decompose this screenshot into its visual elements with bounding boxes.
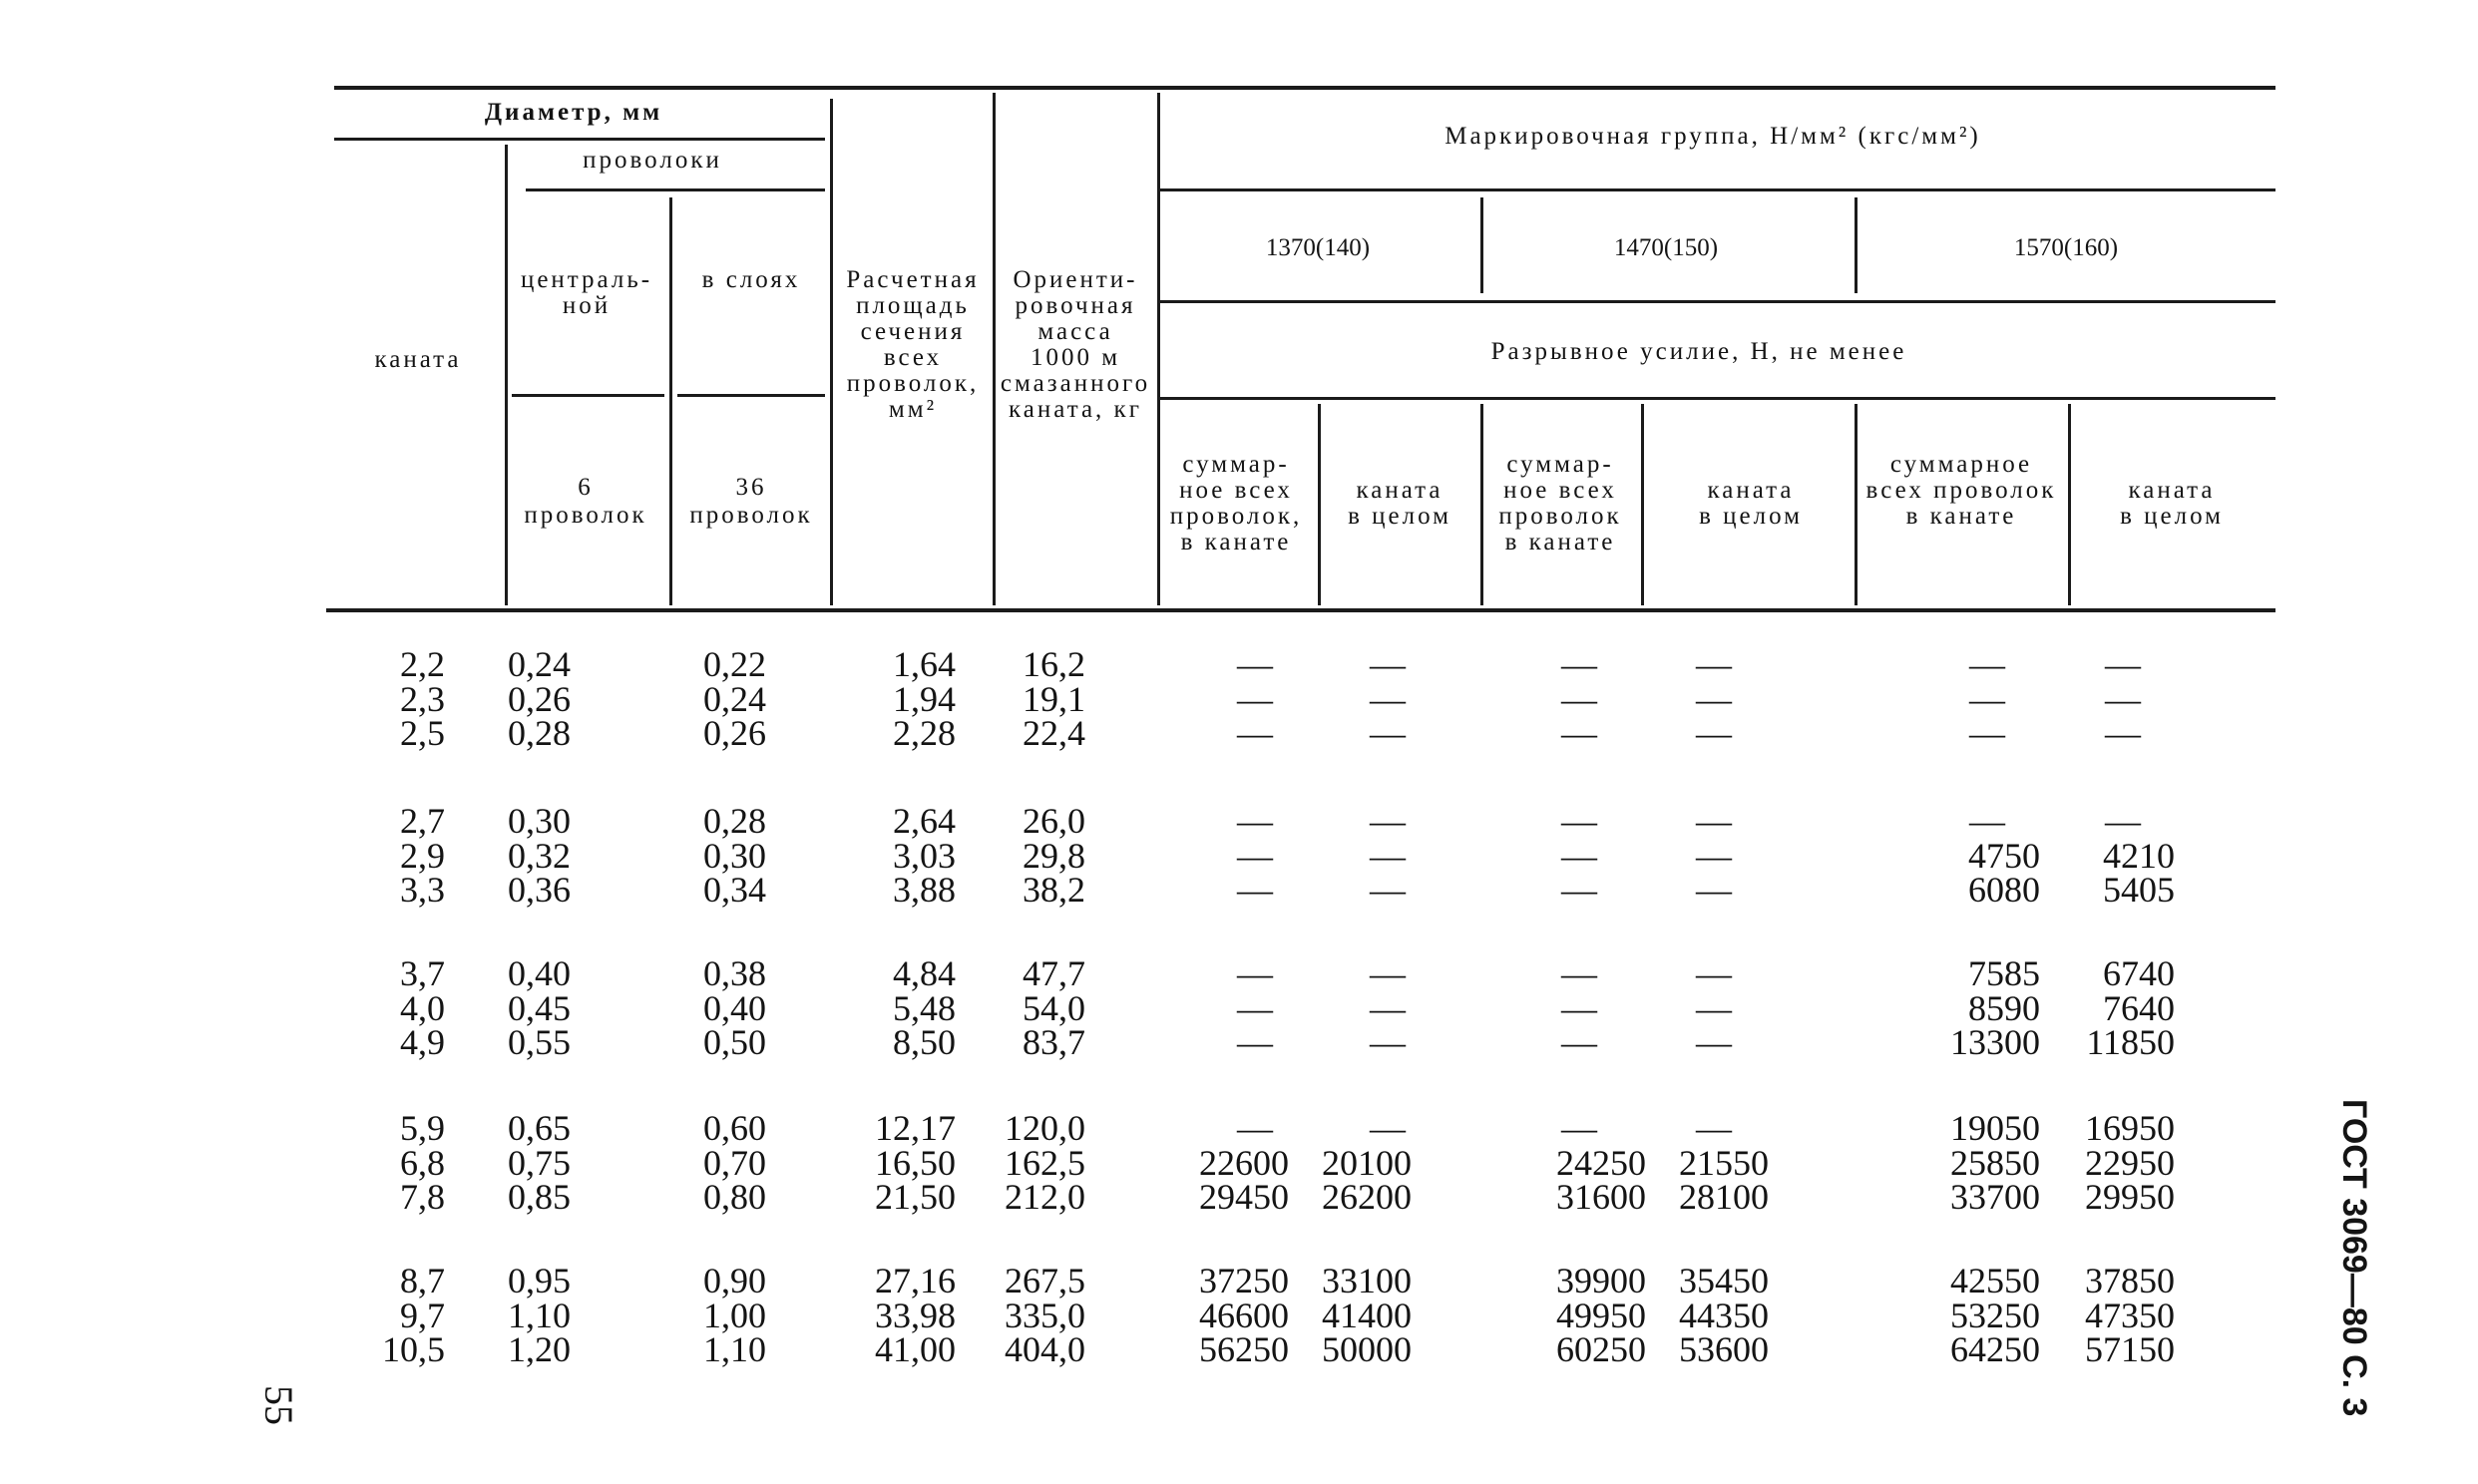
force-1470-rope-cell: — [1696,953,1732,993]
force-1570-rope-cell: 57150 [2085,1329,2175,1370]
layer-wire-cell: 0,30 [703,835,766,876]
layer-wire-cell: 0,22 [703,644,766,684]
central-wire-cell: 1,20 [508,1329,571,1370]
force-1370-wires-cell: — [1237,1022,1273,1063]
rope-mass-cell: 16,2 [1023,644,1085,684]
force-1470-rope-cell: — [1696,678,1732,719]
rope-mass-cell: 267,5 [1005,1261,1085,1300]
force-1370-rope-header: каната в целом [1348,477,1451,530]
central-wire-cell: 1,10 [508,1295,571,1335]
force-1570-wires-cell: — [1969,801,2005,841]
strength-group-1570: 1570(160) [2013,234,2119,261]
rope-mass-cell: 19,1 [1023,678,1085,719]
force-1470-wires-cell: 39900 [1556,1261,1646,1300]
force-1570-wires-cell: 13300 [1950,1022,2040,1063]
force-1470-wires-cell: — [1561,835,1597,876]
force-1570-wires-cell: 64250 [1950,1329,2040,1370]
force-1370-rope-cell: — [1370,1022,1406,1063]
force-1570-rope-cell: 47350 [2085,1295,2175,1335]
force-1470-rope-cell: — [1696,801,1732,841]
table-row [0,1295,2478,1335]
table-row [0,955,2478,991]
force-1370-rope-cell: — [1370,870,1406,911]
force-1370-wires-header: суммар- ное всех проволок, в канате [1169,451,1303,556]
force-1570-rope-cell: 4210 [2103,835,2175,876]
force-1470-rope-cell: 28100 [1679,1177,1769,1218]
force-1570-wires-cell: 4750 [1968,835,2040,876]
table-row [0,646,2478,682]
force-1470-rope-cell: 44350 [1679,1295,1769,1335]
central-wire-cell: 0,32 [508,835,571,876]
force-1470-rope-cell: — [1696,1022,1732,1063]
force-1370-wires-cell: — [1237,1108,1273,1148]
sectional-area-cell: 3,88 [893,870,956,911]
rope-diameter-cell: 2,5 [400,713,445,754]
force-1470-rope-cell: — [1696,870,1732,911]
rope-diameter-cell: 10,5 [382,1329,445,1370]
diameter-underline [334,138,825,141]
rope-diameter-cell: 4,9 [400,1022,445,1063]
layer-wire-cell: 0,40 [703,987,766,1028]
central-wire-cell: 0,24 [508,644,571,684]
rope-diameter-cell: 4,0 [400,987,445,1028]
sectional-area-cell: 3,03 [893,835,956,876]
strength-group-1470: 1470(150) [1613,234,1719,261]
central-wire-count: 6 проволок [524,474,647,529]
layer-wire-cell: 1,00 [703,1295,766,1335]
column-divider [669,197,672,605]
central-wire-cell: 0,65 [508,1108,571,1148]
sectional-area-cell: 5,48 [893,987,956,1028]
layer-wire-cell: 0,60 [703,1108,766,1148]
force-1570-rope-cell: — [2105,801,2141,841]
table-row [0,870,2478,911]
sectional-area-cell: 2,64 [893,801,956,841]
rope-mass-cell: 38,2 [1023,870,1085,911]
force-1470-wires-cell: — [1561,678,1597,719]
force-1570-wires-cell: 33700 [1950,1177,2040,1218]
force-1470-rope-cell: — [1696,644,1732,684]
layer-wire-cell: 0,28 [703,801,766,841]
force-1470-wires-cell: — [1561,987,1597,1028]
column-divider [1855,197,1858,293]
force-1570-rope-cell: — [2105,644,2141,684]
force-1470-wires-cell: — [1561,870,1597,911]
diameter-header: Диаметр, мм [484,99,663,126]
force-1570-rope-cell: 22950 [2085,1142,2175,1183]
rope-diameter-cell: 2,2 [400,644,445,684]
layer-wire-cell: 0,50 [703,1022,766,1063]
force-1370-wires-cell: 46600 [1199,1295,1289,1335]
column-divider [1641,404,1644,605]
force-1570-rope-cell: 16950 [2085,1108,2175,1148]
rope-mass-header: Ориенти- ровочная масса 1000 м смазанного каната, кг [1000,266,1151,423]
force-1570-rope-cell: — [2105,678,2141,719]
force-1370-rope-cell: — [1370,1108,1406,1148]
force-1370-wires-cell: — [1237,713,1273,754]
rope-diameter-cell: 9,7 [400,1295,445,1335]
rope-mass-cell: 22,4 [1023,713,1085,754]
force-1370-rope-cell: — [1370,713,1406,754]
force-1470-rope-cell: — [1696,987,1732,1028]
table-row [0,803,2478,839]
force-1570-rope-cell: 7640 [2103,987,2175,1028]
wires-header: проволоки [583,147,722,174]
force-1570-rope-cell: 6740 [2103,953,2175,993]
layer-wire-header: в слоях [701,266,801,293]
force-1570-wires-cell: — [1969,678,2005,719]
sectional-area-cell: 41,00 [875,1329,956,1370]
force-1470-rope-header: каната в целом [1699,477,1803,530]
force-1370-wires-cell: 29450 [1199,1177,1289,1218]
force-1370-wires-cell: — [1237,644,1273,684]
force-1470-rope-cell: — [1696,1108,1732,1148]
sectional-area-cell: 1,64 [893,644,956,684]
force-1370-wires-cell: — [1237,835,1273,876]
sectional-area-cell: 1,94 [893,678,956,719]
force-1570-wires-cell: 42550 [1950,1261,2040,1300]
layer-wire-count: 36 проволок [689,474,813,529]
force-1570-rope-cell: 29950 [2085,1177,2175,1218]
rope-mass-cell: 212,0 [1005,1177,1085,1218]
force-1370-rope-cell: — [1370,835,1406,876]
force-1370-rope-cell: — [1370,644,1406,684]
force-1470-rope-cell: 35450 [1679,1261,1769,1300]
rope-diameter-cell: 8,7 [400,1261,445,1300]
rope-diameter-cell: 7,8 [400,1177,445,1218]
rope-diameter-cell: 2,7 [400,801,445,841]
central-wire-cell: 0,95 [508,1261,571,1300]
force-1470-rope-cell: 21550 [1679,1142,1769,1183]
force-1370-rope-cell: 41400 [1322,1295,1412,1335]
force-1470-rope-cell: — [1696,835,1732,876]
layer-wire-cell: 0,34 [703,870,766,911]
running-head: ГОСТ 3069—80 С. 3 [2335,1099,2373,1417]
force-1570-wires-cell: 25850 [1950,1142,2040,1183]
table-row [0,1110,2478,1146]
layer-wire-cell: 0,24 [703,678,766,719]
breaking-force-header: Разрывное усилие, Н, не менее [1490,338,1907,365]
central-wire-cell: 0,30 [508,801,571,841]
force-1370-rope-cell: 26200 [1322,1177,1412,1218]
rope-mass-cell: 83,7 [1023,1022,1085,1063]
force-1370-wires-cell: 56250 [1199,1329,1289,1370]
force-1570-wires-cell: — [1969,713,2005,754]
marking-group-underline [1157,188,2275,191]
rope-mass-cell: 54,0 [1023,987,1085,1028]
force-1370-rope-cell: — [1370,987,1406,1028]
column-divider [505,145,508,605]
central-wire-cell: 0,26 [508,678,571,719]
sectional-area-cell: 4,84 [893,953,956,993]
sectional-area-cell: 12,17 [875,1108,956,1148]
layer-wire-cell: 1,10 [703,1329,766,1370]
sectional-area-header: Расчетная площадь сечения всех проволок, мм² [846,266,980,423]
force-1370-wires-cell: — [1237,953,1273,993]
central-wire-cell: 0,45 [508,987,571,1028]
force-1470-wires-cell: 60250 [1556,1329,1646,1370]
page-number: 55 [256,1385,301,1425]
rope-diameter-cell: 3,3 [400,870,445,911]
force-1570-wires-cell: 53250 [1950,1295,2040,1335]
layer-wire-cell: 0,90 [703,1261,766,1300]
layer-wire-cell: 0,38 [703,953,766,993]
table-row [0,1022,2478,1063]
layer-wire-cell: 0,70 [703,1142,766,1183]
force-1370-wires-cell: — [1237,870,1273,911]
central-wire-cell: 0,28 [508,713,571,754]
rope-mass-cell: 162,5 [1005,1142,1085,1183]
table-row [0,1329,2478,1370]
wires-underline [526,188,825,191]
force-1570-wires-cell: — [1969,644,2005,684]
rope-mass-cell: 120,0 [1005,1108,1085,1148]
force-1570-rope-cell: — [2105,713,2141,754]
force-1370-rope-cell: — [1370,801,1406,841]
table-row [0,1177,2478,1218]
central-wire-cell: 0,75 [508,1142,571,1183]
central-wire-underline [512,394,664,397]
header-top-rule [334,86,2275,90]
force-1370-wires-cell: 22600 [1199,1142,1289,1183]
force-1370-wires-cell: — [1237,801,1273,841]
layer-wire-cell: 0,80 [703,1177,766,1218]
strength-group-underline [1157,300,2275,303]
header-bottom-rule [326,608,2275,612]
sectional-area-cell: 2,28 [893,713,956,754]
force-1570-wires-cell: 6080 [1968,870,2040,911]
force-1470-wires-cell: — [1561,1108,1597,1148]
central-wire-header: централь- ной [520,266,653,319]
force-1570-rope-cell: 5405 [2103,870,2175,911]
layer-wire-underline [677,394,825,397]
central-wire-cell: 0,55 [508,1022,571,1063]
rope-diameter-cell: 3,7 [400,953,445,993]
force-1470-wires-cell: — [1561,801,1597,841]
column-divider [1480,197,1483,293]
force-1370-rope-cell: 20100 [1322,1142,1412,1183]
rope-mass-cell: 26,0 [1023,801,1085,841]
force-1570-wires-cell: 8590 [1968,987,2040,1028]
force-1370-rope-cell: 50000 [1322,1329,1412,1370]
rope-mass-cell: 335,0 [1005,1295,1085,1335]
force-1470-rope-cell: 53600 [1679,1329,1769,1370]
rope-diameter-cell: 6,8 [400,1142,445,1183]
force-1370-wires-cell: — [1237,678,1273,719]
rope-diameter-cell: 5,9 [400,1108,445,1148]
rope-diameter-header: каната [374,346,462,373]
central-wire-cell: 0,36 [508,870,571,911]
marking-group-header: Маркировочная группа, Н/мм² (кгс/мм²) [1445,123,1981,150]
table-row [0,1142,2478,1183]
force-1570-wires-cell: 7585 [1968,953,2040,993]
rope-diameter-cell: 2,3 [400,678,445,719]
force-1570-wires-header: суммарное всех проволок в канате [1865,451,2057,530]
sectional-area-cell: 8,50 [893,1022,956,1063]
table-row [0,1263,2478,1298]
sectional-area-cell: 27,16 [875,1261,956,1300]
force-1370-rope-cell: — [1370,953,1406,993]
sectional-area-cell: 33,98 [875,1295,956,1335]
force-1470-wires-header: суммар- ное всех проволок в канате [1498,451,1622,556]
force-1470-wires-cell: — [1561,1022,1597,1063]
breaking-force-underline [1157,397,2275,400]
rope-mass-cell: 404,0 [1005,1329,1085,1370]
force-1570-rope-header: каната в целом [2120,477,2224,530]
table-row [0,835,2478,876]
force-1570-wires-cell: 19050 [1950,1108,2040,1148]
force-1470-wires-cell: — [1561,713,1597,754]
force-1570-rope-cell: 11850 [2086,1022,2175,1063]
central-wire-cell: 0,40 [508,953,571,993]
sectional-area-cell: 21,50 [875,1177,956,1218]
force-1470-wires-cell: — [1561,953,1597,993]
sectional-area-cell: 16,50 [875,1142,956,1183]
central-wire-cell: 0,85 [508,1177,571,1218]
force-1370-rope-cell: 33100 [1322,1261,1412,1300]
force-1470-wires-cell: 24250 [1556,1142,1646,1183]
table-row [0,678,2478,719]
rope-diameter-cell: 2,9 [400,835,445,876]
force-1470-wires-cell: 31600 [1556,1177,1646,1218]
force-1470-rope-cell: — [1696,713,1732,754]
rope-mass-cell: 47,7 [1023,953,1085,993]
force-1370-rope-cell: — [1370,678,1406,719]
table-row [0,987,2478,1028]
force-1370-wires-cell: 37250 [1199,1261,1289,1300]
force-1370-wires-cell: — [1237,987,1273,1028]
force-1570-rope-cell: 37850 [2085,1261,2175,1300]
rope-mass-cell: 29,8 [1023,835,1085,876]
force-1470-wires-cell: 49950 [1556,1295,1646,1335]
force-1470-wires-cell: — [1561,644,1597,684]
layer-wire-cell: 0,26 [703,713,766,754]
strength-group-1370: 1370(140) [1265,234,1371,261]
table-row [0,713,2478,754]
